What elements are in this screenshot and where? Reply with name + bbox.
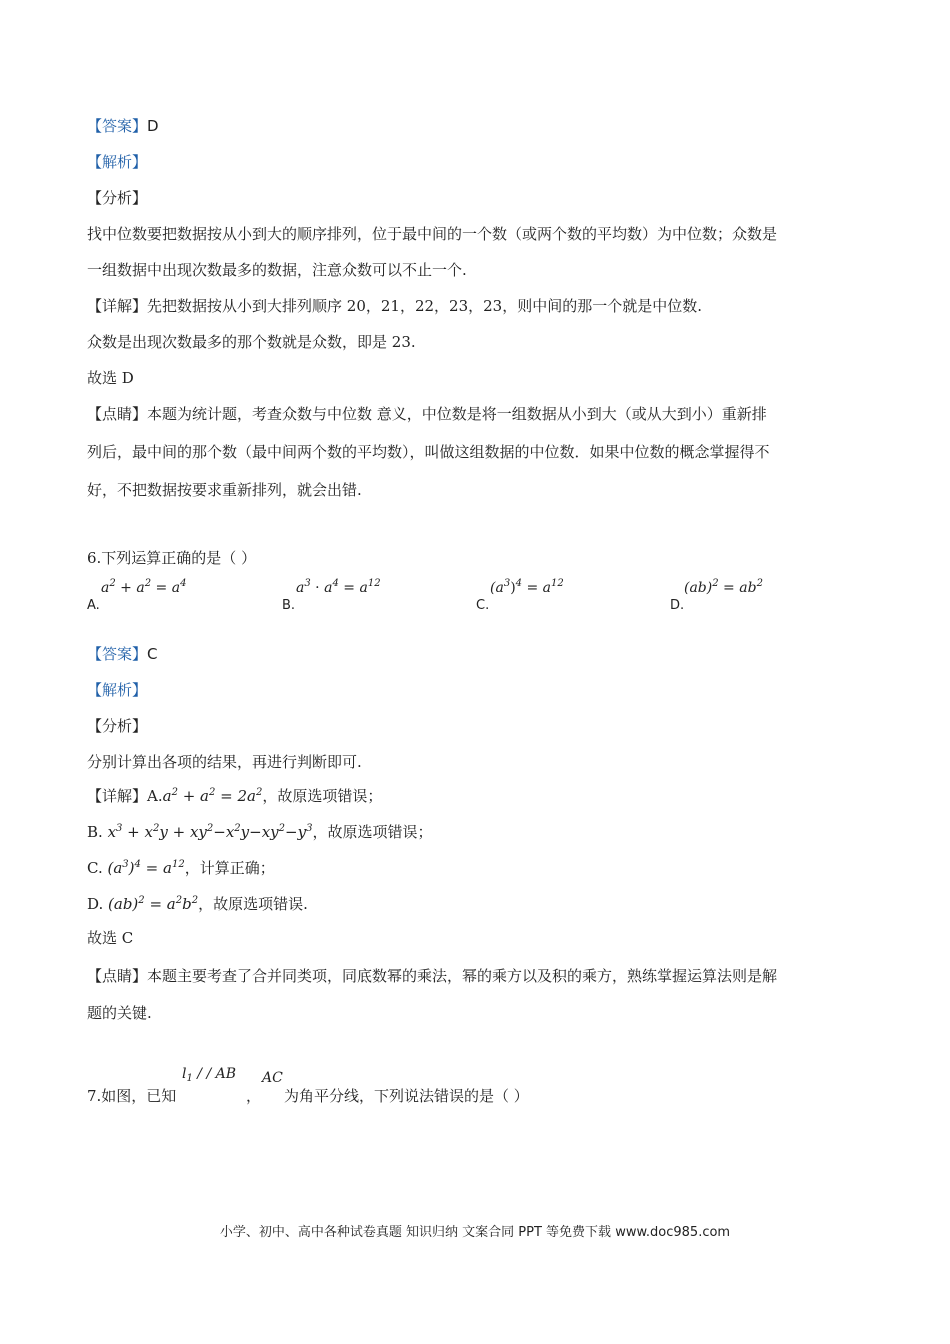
q5-fenxi-line-2: 一组数据中出现次数最多的数据，注意众数可以不止一个. xyxy=(87,261,467,279)
q5-fenxi-line-1: 找中位数要把数据按从小到大的顺序排列，位于最中间的一个数（或两个数的平均数）为中位数；众数是 xyxy=(87,225,778,243)
detail-a-prefix: A. xyxy=(147,787,163,805)
q5-analysis-tag xyxy=(87,152,147,172)
detail-a-suffix: ，故原选项错误； xyxy=(262,787,383,805)
parallel-ab: / / AB xyxy=(192,1066,237,1082)
answer-value: D xyxy=(147,117,159,135)
detail-c-formula: $(a^3)^4 = a^{12}$ xyxy=(102,859,185,877)
answer-tag: 【答案】 xyxy=(87,645,148,663)
q6-comment-line-1 xyxy=(87,966,777,986)
q6-analysis-tag xyxy=(87,680,147,700)
detail-text: 先把数据按从小到大排列顺序 20，21，22，23，23，则中间的那一个就是中位数. xyxy=(147,297,702,315)
q6-answer-line xyxy=(87,644,158,664)
detail-d-prefix: D. xyxy=(87,895,104,913)
q7-stem-prefix: 7.如图，已知 xyxy=(87,1087,177,1105)
q6-detail-d xyxy=(87,894,308,914)
q5-comment-line-1 xyxy=(87,404,767,424)
q5-fenxi-tag: 【分析】 xyxy=(87,189,148,207)
page-footer: 小学、初中、高中各种试卷真题 知识归纳 文案合同 PPT 等免费下载 www.doc985.com xyxy=(219,1225,731,1240)
option-expression: $(ab)^2 = ab^2$ xyxy=(684,578,763,596)
l1-subscript: 1 xyxy=(186,1073,193,1084)
detail-c-suffix: ，计算正确； xyxy=(184,859,275,877)
q5-comment-line-2: 列后，最中间的那个数（最中间两个数的平均数），叫做这组数据的中位数．如果中位数的概念掌握得不 xyxy=(87,443,770,461)
answer-tag: 【答案】 xyxy=(87,117,148,135)
comment-tag: 【点睛】 xyxy=(87,405,148,423)
q7-ac: AC xyxy=(262,1070,283,1086)
q5-choose: 故选 D xyxy=(87,369,134,387)
answer-value: C xyxy=(147,645,158,663)
detail-tag: 【详解】 xyxy=(87,787,148,805)
detail-b-suffix: ，故原选项错误； xyxy=(312,823,433,841)
q6-detail-c xyxy=(87,858,275,878)
q6-choose: 故选 C xyxy=(87,929,134,947)
option-letter: A. xyxy=(87,598,100,613)
q6-stem: 6.下列运算正确的是（ ） xyxy=(87,549,257,567)
q5-detail-line-2: 众数是出现次数最多的那个数就是众数，即是 23. xyxy=(87,333,416,351)
option-letter: D. xyxy=(670,598,685,613)
q6-detail-b xyxy=(87,822,432,842)
q7-stem-suffix: 为角平分线，下列说法错误的是（ ） xyxy=(284,1087,529,1105)
q5-comment-line-3: 好，不把数据按要求重新排列，就会出错. xyxy=(87,481,362,499)
detail-d-formula: $(ab)^2 = a^2b^2$ xyxy=(103,895,199,913)
detail-b-prefix: B. xyxy=(87,823,103,841)
q6-fenxi-line-1: 分别计算出各项的结果，再进行判断即可. xyxy=(87,753,362,771)
detail-a-formula: $a^2 + a^2 = 2a^2$ xyxy=(162,787,263,805)
analysis-tag: 【解析】 xyxy=(87,681,148,699)
l1-symbol: l xyxy=(182,1066,187,1082)
q5-detail-line-1 xyxy=(87,296,702,316)
q5-answer-line xyxy=(87,116,159,136)
option-letter: B. xyxy=(282,598,296,613)
option-expression: $(a^3)^4 = a^{12}$ xyxy=(490,578,564,596)
q6-fenxi-tag: 【分析】 xyxy=(87,717,148,735)
q6-comment-line-2: 题的关键. xyxy=(87,1004,152,1022)
analysis-tag: 【解析】 xyxy=(87,153,148,171)
q7-parallel-formula xyxy=(182,1066,236,1082)
option-expression: $a^2 + a^2 = a^4$ xyxy=(101,578,187,596)
comment-tag: 【点睛】 xyxy=(87,967,148,985)
detail-tag: 【详解】 xyxy=(87,297,148,315)
option-letter: C. xyxy=(476,598,490,613)
comment-text: 本题主要考查了合并同类项，同底数幂的乘法，幂的乘方以及积的乘方，熟练掌握运算法则是解 xyxy=(147,967,778,985)
option-expression: $a^3 \cdot a^4 = a^{12}$ xyxy=(296,578,381,596)
detail-b-formula: $x^3 + x^2y + xy^2-x^2y-xy^2-y^3$ xyxy=(102,823,313,841)
comment-text: 本题为统计题，考查众数与中位数 意义，中位数是将一组数据从小到大（或从大到小）重新排 xyxy=(147,405,767,423)
q7-comma: ， xyxy=(246,1087,262,1105)
detail-c-prefix: C. xyxy=(87,859,103,877)
q6-detail-a xyxy=(87,786,382,806)
detail-d-suffix: ，故原选项错误. xyxy=(198,895,308,913)
